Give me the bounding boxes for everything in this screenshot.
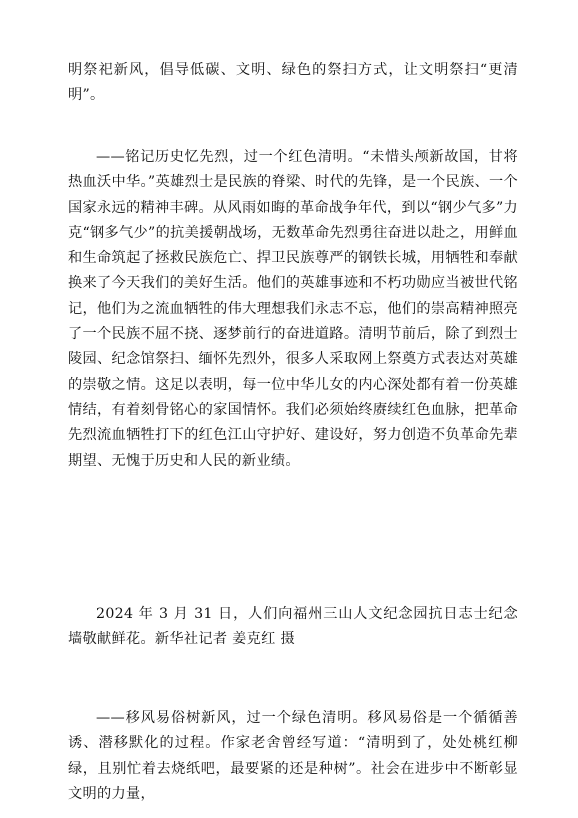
paragraph-red-qingming: ——铭记历史忆先烈，过一个红色清明。“未惜头颅新故国，甘将热血沃中华。”英雄烈士是民族的脊梁、时代的先锋，是一个民族、一个国家永远的精神丰碑。从风雨如晦的革命战争年代，到以“钢少气多”力克“钢多气少”的抗美援朝战场，无数革命先烈勇往奋进以赴之，用鲜血和生命筑起了拯救民族危亡、捍卫民族尊严的钢铁长城，用牺牲和奉献换来了今天我们的美好生活。他们的英雄事迹和不朽功勋应当被世代铭记，他们为之流血牺牲的伟大理想我们永志不忘，他们的崇高精神照亮了一个民族不屈不挠、逐梦前行的奋进道路。清明节前后，除了到烈士陵园、纪念馆祭扫、缅怀先烈外，很多人采取网上祭奠方式表达对英雄的崇敬之情。这足以表明，每一位中华儿女的内心深处都有着一份英雄情结，有着刻骨铭心的家国情怀。我们必须始终赓续红色血脉，把革命先烈流血牺牲打下的红色江山守护好、建设好，努力创造不负革命先辈期望、无愧于历史和人民的新业绩。	[68, 149, 518, 469]
photo-caption: 2024 年 3 月 31 日，人们向福州三山人文纪念园抗日志士纪念墙敬献鲜花。新华社记者 姜克红 摄	[68, 606, 518, 648]
paragraph-green-qingming: ——移风易俗树新风，过一个绿色清明。移风易俗是一个循循善诱、潜移默化的过程。作家老舍曾经写道：“清明到了，处处桃红柳绿，且别忙着去烧纸吧，最要紧的还是种树”。社会在进步中不断彰显文明的力量，	[68, 710, 518, 802]
paragraph-lead: 明祭祀新风，倡导低碳、文明、绿色的祭扫方式，让文明祭扫“更清明”。	[68, 62, 518, 104]
